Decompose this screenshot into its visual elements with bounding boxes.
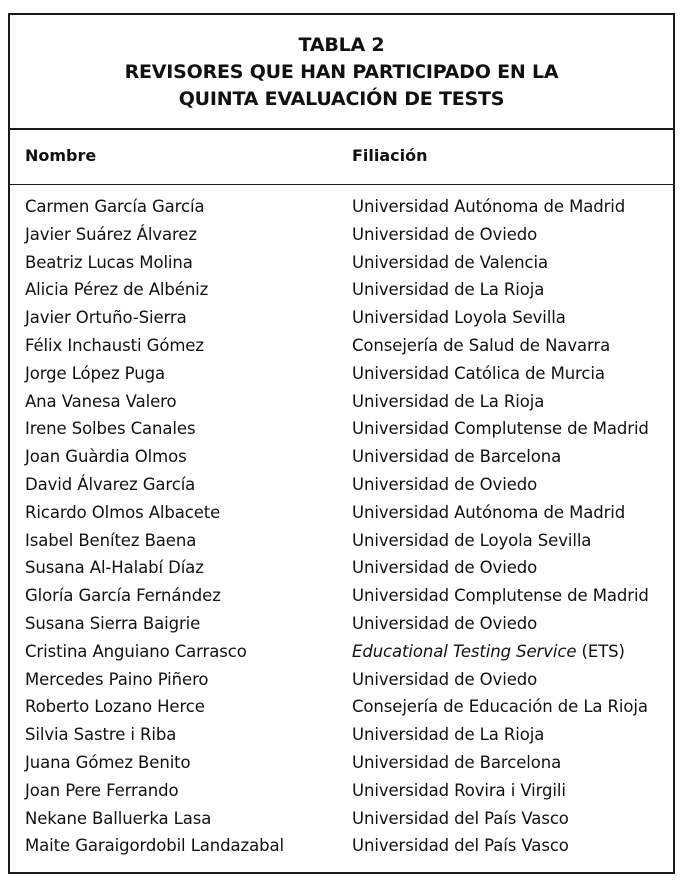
reviewer-name: Ana Vanesa Valero: [25, 391, 177, 411]
table-row: [10, 447, 673, 475]
affiliation-suffix: (ETS): [576, 641, 625, 661]
table-row: [10, 392, 673, 420]
reviewer-name: Beatriz Lucas Molina: [25, 252, 193, 272]
reviewer-name: Javier Suárez Álvarez: [25, 224, 197, 244]
reviewer-name: Nekane Balluerka Lasa: [25, 808, 212, 828]
reviewer-affiliation: Universidad de Loyola Sevilla: [352, 530, 592, 550]
reviewer-affiliation: Universidad Rovira i Virgili: [352, 780, 566, 800]
reviewer-affiliation: Universidad del País Vasco: [352, 836, 569, 856]
reviewer-affiliation: Universidad de Oviedo: [352, 224, 538, 244]
reviewer-affiliation: Universidad Complutense de Madrid: [352, 419, 649, 439]
table-row: [10, 419, 673, 447]
table-row: [10, 725, 673, 753]
reviewer-affiliation: Universidad Católica de Murcia: [352, 363, 605, 383]
reviewer-affiliation: Universidad de La Rioja: [352, 280, 545, 300]
reviewer-name: Maite Garaigordobil Landazabal: [25, 836, 284, 856]
table-caption-line-1: REVISORES QUE HAN PARTICIPADO EN LA: [124, 61, 559, 83]
table-row: [10, 836, 673, 864]
table-row: [10, 642, 673, 670]
reviewer-name: Ricardo Olmos Albacete: [25, 502, 221, 522]
reviewer-name: Joan Guàrdia Olmos: [25, 447, 187, 467]
column-header-affiliation: Filiación: [352, 146, 428, 165]
reviewer-affiliation: Universidad del País Vasco: [352, 808, 569, 828]
table-row: [10, 781, 673, 809]
reviewer-affiliation: Universidad Autónoma de Madrid: [352, 502, 626, 522]
table-row: [10, 586, 673, 614]
reviewer-name: Alicia Pérez de Albéniz: [25, 280, 209, 300]
reviewer-name: Jorge López Puga: [25, 363, 165, 383]
table-row: [10, 253, 673, 281]
table-row: [10, 197, 673, 225]
reviewer-name: Juana Gómez Benito: [25, 752, 191, 772]
table-row: [10, 308, 673, 336]
reviewer-affiliation: Universidad de Oviedo: [352, 613, 538, 633]
reviewer-affiliation: Universidad de Barcelona: [352, 752, 562, 772]
reviewer-affiliation: Universidad de Barcelona: [352, 447, 562, 467]
reviewer-name: Félix Inchausti Gómez: [25, 335, 204, 355]
table-row: [10, 531, 673, 559]
table-row: [10, 225, 673, 253]
reviewer-affiliation: Universidad Autónoma de Madrid: [352, 197, 626, 216]
reviewer-name: Javier Ortuño-Sierra: [25, 308, 187, 328]
reviewer-name: Roberto Lozano Herce: [25, 697, 205, 717]
reviewer-name: Cristina Anguiano Carrasco: [25, 641, 247, 661]
table-row: [10, 558, 673, 586]
table-row: [10, 697, 673, 725]
table-header-row: [10, 130, 673, 185]
reviewer-name: Susana Sierra Baigrie: [25, 613, 201, 633]
reviewer-name: David Álvarez García: [25, 474, 196, 494]
table-row: [10, 364, 673, 392]
table-row: [10, 614, 673, 642]
reviewer-name: Silvia Sastre i Riba: [25, 725, 177, 745]
reviewer-name: Gloría García Fernández: [25, 586, 221, 606]
table-caption-line-2: QUINTA EVALUACIÓN DE TESTS: [178, 88, 505, 110]
reviewer-name: Irene Solbes Canales: [25, 419, 196, 439]
table-row: [10, 503, 673, 531]
reviewer-affiliation: Universidad de La Rioja: [352, 391, 545, 411]
table-row: [10, 809, 673, 837]
reviewer-affiliation: Universidad de Oviedo: [352, 474, 538, 494]
table-row: [10, 475, 673, 503]
reviewer-name: Mercedes Paino Piñero: [25, 669, 209, 689]
table-row: [10, 670, 673, 698]
reviewer-affiliation: Universidad de La Rioja: [352, 725, 545, 745]
table-row: [10, 753, 673, 781]
table-row: [10, 280, 673, 308]
reviewer-affiliation: [352, 642, 625, 661]
reviewer-name: Susana Al-Halabí Díaz: [25, 558, 204, 578]
reviewer-affiliation: Consejería de Salud de Navarra: [352, 335, 611, 355]
table-row: [10, 336, 673, 364]
reviewer-affiliation: Universidad Complutense de Madrid: [352, 586, 649, 606]
reviewer-name: Carmen García García: [25, 197, 205, 216]
table-title: [10, 15, 673, 130]
table-number: TABLA 2: [298, 34, 385, 56]
affiliation-italic-part: Educational Testing Service: [352, 641, 577, 661]
reviewer-affiliation: Universidad de Oviedo: [352, 558, 538, 578]
reviewer-affiliation: Universidad de Oviedo: [352, 669, 538, 689]
table-body: [10, 197, 673, 864]
column-header-name: Nombre: [25, 146, 97, 165]
reviewer-name: Isabel Benítez Baena: [25, 530, 197, 550]
reviewer-affiliation: Universidad Loyola Sevilla: [352, 308, 566, 328]
reviewer-affiliation: Universidad de Valencia: [352, 252, 548, 272]
reviewer-affiliation: Consejería de Educación de La Rioja: [352, 697, 648, 717]
reviewer-name: Joan Pere Ferrando: [25, 780, 179, 800]
reviewers-table: [8, 13, 675, 874]
